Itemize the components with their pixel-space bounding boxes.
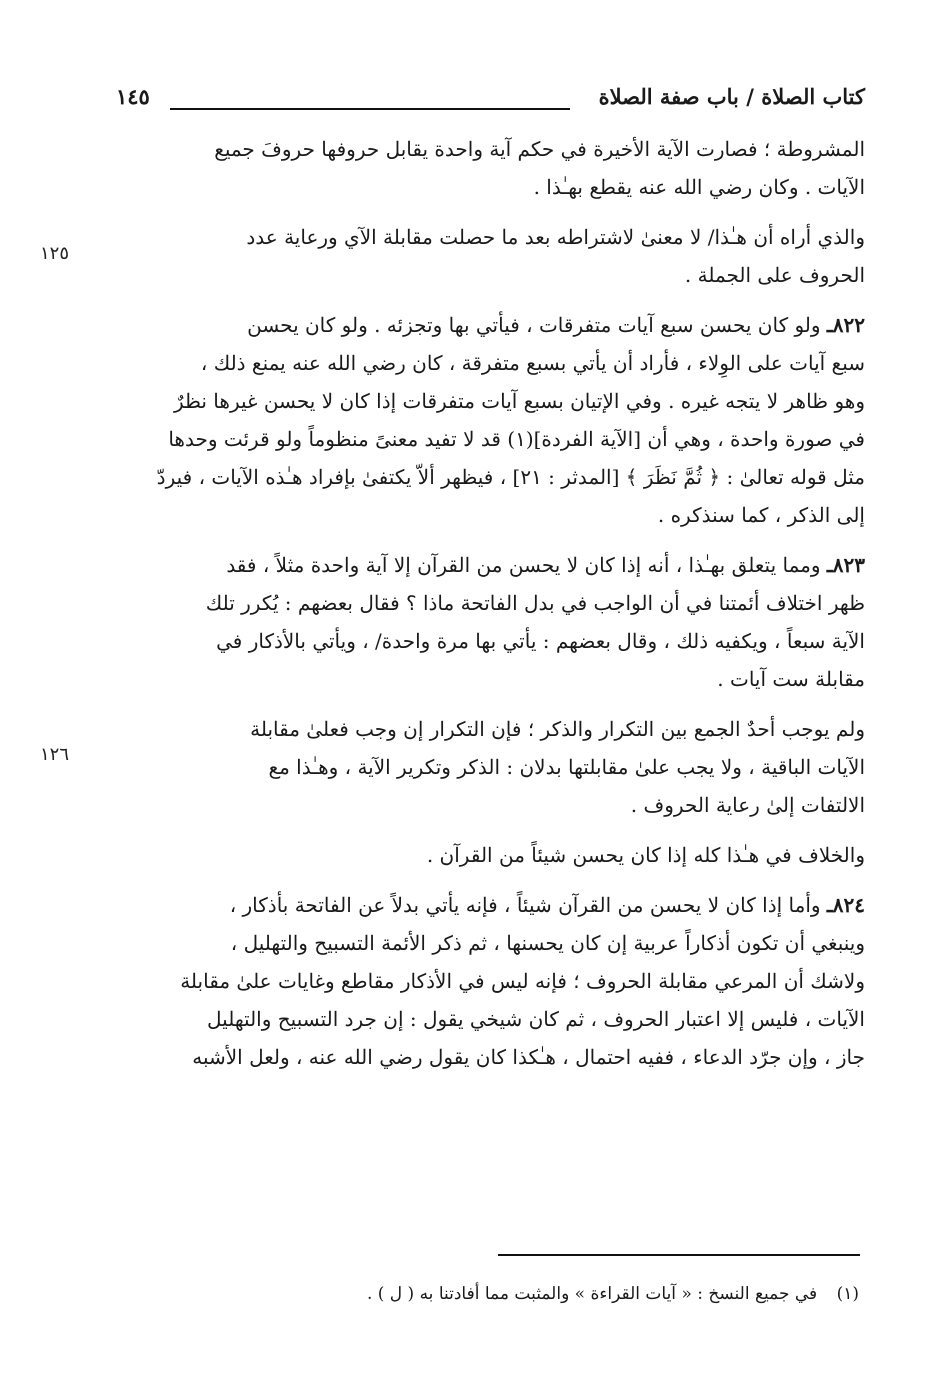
text-line: وهو ظاهر لا يتجه غيره . وفي الإتيان بسبع آيات متفرقات إذا كان لا يحسن غيرها نظرٌ: [173, 389, 865, 413]
body-text: [95, 130, 865, 1088]
margin-folio-note: ١٢٥: [40, 243, 70, 264]
running-title: كتاب الصلاة / باب صفة الصلاة: [598, 84, 865, 109]
text-line: مثل قوله تعالىٰ : ﴿ ثُمَّ نَظَرَ ﴾ [المدثر : ٢١] ، فيظهر ألاّ يكتفىٰ بإفراد هـٰذه الآيات ، فيردّ: [156, 465, 865, 489]
paragraph: [95, 130, 865, 206]
text-line-content: ولو كان يحسن سبع آيات متفرقات ، فيأتي بها وتجزئه . ولو كان يحسن: [247, 313, 821, 337]
paragraph-823: [95, 546, 865, 698]
page-number: ١٤٥: [116, 84, 150, 109]
text-line: المشروطة ؛ فصارت الآية الأخيرة في حكم آية واحدة يقابل حروفها حروفَ جميع: [214, 137, 865, 161]
footnote-number: (١): [836, 1284, 859, 1304]
text-line-content: وأما إذا كان لا يحسن من القرآن شيئاً ، فإنه يأتي بدلاً عن الفاتحة بأذكار ،: [229, 893, 821, 917]
footnote: [159, 1284, 859, 1304]
text-line: [95, 886, 865, 924]
page-header: [100, 84, 865, 118]
paragraph: [95, 710, 865, 824]
text-line: [95, 306, 865, 344]
paragraph-number: ٨٢٤ـ: [826, 893, 865, 917]
text-line: ظهر اختلاف أئمتنا في أن الواجب في بدل الفاتحة ماذا ؟ فقال بعضهم : يُكرر تلك: [205, 591, 865, 615]
paragraph-number: ٨٢٣ـ: [826, 553, 865, 577]
text-line: والخلاف في هـٰذا كله إذا كان يحسن شيئاً من القرآن .: [426, 843, 865, 867]
text-line: [95, 546, 865, 584]
footnote-text: في جميع النسخ : « آيات القراءة » والمثبت مما أفادتنا به ( ل ) .: [366, 1284, 818, 1304]
text-line: إلى الذكر ، كما سنذكره .: [657, 503, 865, 527]
text-line: الآيات ، فليس إلا اعتبار الحروف ، ثم كان شيخي يقول : إن جرد التسبيح والتهليل: [207, 1007, 865, 1031]
text-line: سبع آيات على الوِلاء ، فأراد أن يأتي بسبع متفرقة ، كان رضي الله عنه يمنع ذلك ،: [200, 351, 865, 375]
text-line: ولاشك أن المرعي مقابلة الحروف ؛ فإنه ليس في الأذكار مقاطع وغايات علىٰ مقابلة: [180, 969, 865, 993]
text-line: وينبغي أن تكون أذكاراً عربية إن كان يحسنها ، ثم ذكر الأئمة التسبيح والتهليل ،: [230, 931, 865, 955]
text-line: جاز ، وإن جرّد الدعاء ، ففيه احتمال ، هـٰكذا كان يقول رضي الله عنه ، ولعل الأشبه: [192, 1045, 865, 1069]
paragraph-822: [95, 306, 865, 534]
margin-folio-note: ١٢٦: [40, 744, 70, 765]
text-line: الالتفات إلىٰ رعاية الحروف .: [630, 793, 865, 817]
text-line: في صورة واحدة ، وهي أن [الآية الفردة](١) قد لا تفيد معنىً منظوماً ولو قرئت وحدها: [168, 427, 865, 451]
text-line: الآية سبعاً ، ويكفيه ذلك ، وقال بعضهم : يأتي بها مرة واحدة/ ، ويأتي بالأذكار في: [216, 629, 865, 653]
text-line: الآيات . وكان رضي الله عنه يقطع بهـٰذا .: [533, 175, 865, 199]
header-rule: [170, 108, 570, 110]
paragraph-824: [95, 886, 865, 1076]
text-line: الآيات الباقية ، ولا يجب علىٰ مقابلتها بدلان : الذكر وتكرير الآية ، وهـٰذا مع: [268, 755, 865, 779]
paragraph: [95, 218, 865, 294]
footnote-rule: [498, 1254, 860, 1256]
text-line: مقابلة ست آيات .: [717, 667, 865, 691]
text-line-content: ومما يتعلق بهـٰذا ، أنه إذا كان لا يحسن من القرآن إلا آية واحدة مثلاً ، فقد: [226, 553, 821, 577]
paragraph-number: ٨٢٢ـ: [826, 313, 865, 337]
text-line: ولم يوجب أحدٌ الجمع بين التكرار والذكر ؛ فإن التكرار إن وجب فعلىٰ مقابلة: [250, 717, 865, 741]
text-line: الحروف على الجملة .: [684, 263, 865, 287]
text-line: والذي أراه أن هـٰذا/ لا معنىٰ لاشتراطه بعد ما حصلت مقابلة الآي ورعاية عدد: [246, 225, 865, 249]
paragraph: [95, 836, 865, 874]
